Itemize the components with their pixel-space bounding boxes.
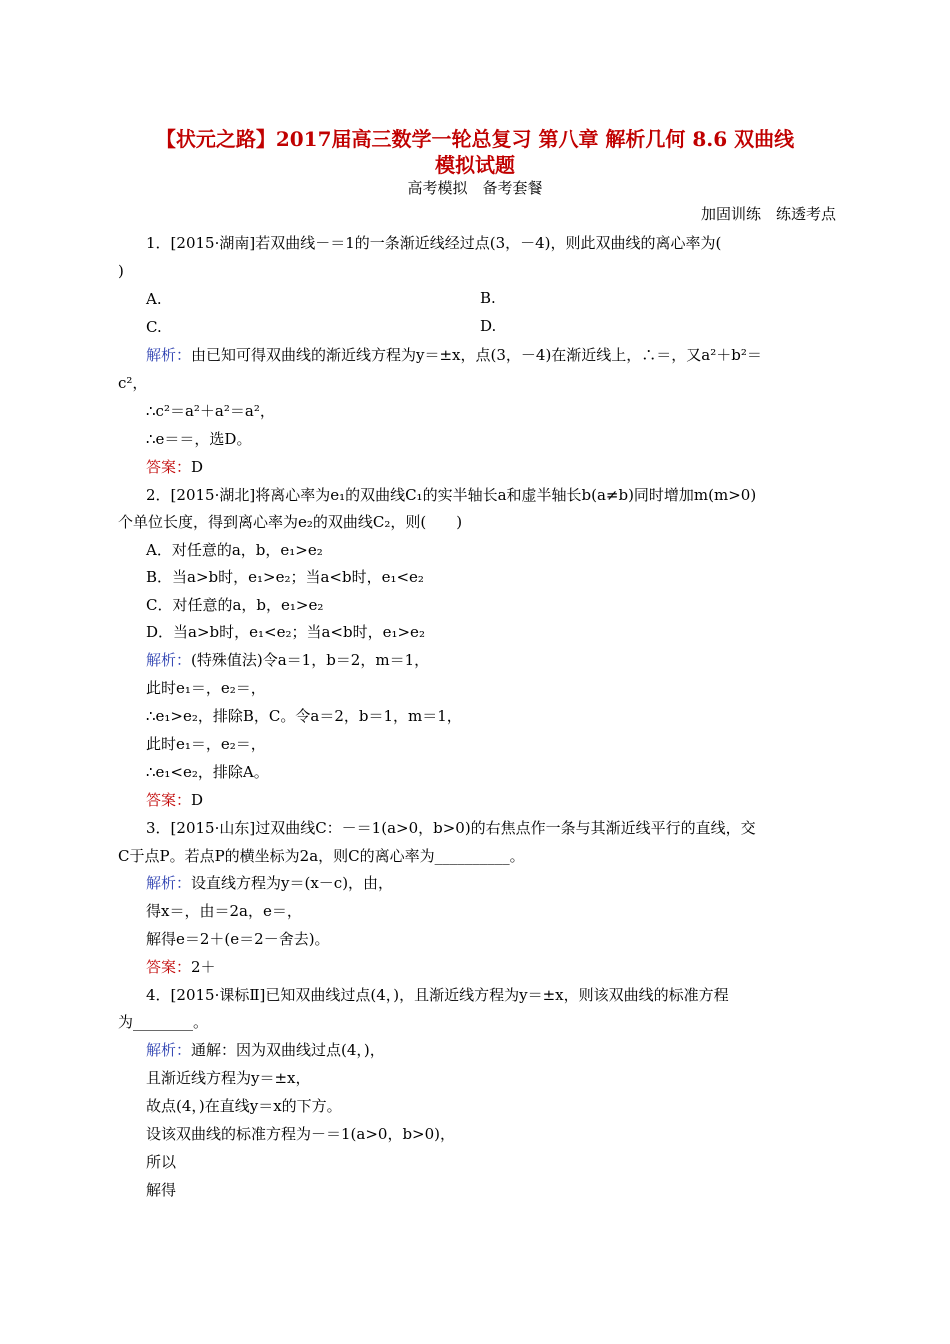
q4-solution-line: 所以 <box>146 1153 177 1171</box>
solution-label: 解析： <box>146 651 192 669</box>
q2-solution-text: (特殊值法)令a＝1，b＝2，m＝1， <box>191 651 430 669</box>
q4-stem: 4．[2015·课标Ⅱ]已知双曲线过点(4，)，且渐近线方程为y＝±x，则该双曲线的标准方程 <box>146 986 729 1004</box>
solution-label: 解析： <box>146 346 192 364</box>
q4-stem-cont: 为________。 <box>118 1013 209 1031</box>
q1-solution-cont: c²， <box>118 374 148 392</box>
q4-solution-line: 故点(4，)在直线y＝x的下方。 <box>146 1097 342 1115</box>
q1-solution-line: ∴c²＝a²＋a²＝a²， <box>146 402 275 420</box>
q1-option-c: C. <box>146 318 162 336</box>
q3-solution-text: 设直线方程为y＝(x－c)，由， <box>191 874 394 892</box>
q2-answer <box>146 790 203 810</box>
q1-solution-text: 由已知可得双曲线的渐近线方程为y＝±x，点(3，－4)在渐近线上，∴＝，又a²＋b²＝ <box>191 346 762 364</box>
answer-label: 答案： <box>146 791 192 809</box>
q3-answer-value: 2＋ <box>191 958 216 976</box>
q1-option-d: D. <box>480 317 497 335</box>
q1-answer-value: D <box>191 458 204 476</box>
q3-stem-cont: C于点P。若点P的横坐标为2a，则C的离心率为__________。 <box>118 847 525 865</box>
document-subtitle: 高考模拟 备考套餐 <box>407 179 543 197</box>
q2-solution-line: 此时e₁＝，e₂＝， <box>146 735 266 753</box>
answer-label: 答案： <box>146 958 192 976</box>
q1-solution-line: ∴e＝＝，选D。 <box>146 430 252 448</box>
solution-label: 解析： <box>146 1041 192 1059</box>
q3-solution <box>146 873 393 893</box>
q4-solution-text: 通解：因为双曲线过点(4，)， <box>191 1041 385 1059</box>
q1-stem: 1．[2015·湖南]若双曲线－＝1的一条渐近线经过点(3，－4)，则此双曲线的离心率为( <box>146 234 722 252</box>
q2-solution-line: ∴e₁>e₂，排除B，C。令a＝2，b＝1，m＝1， <box>146 707 462 725</box>
q4-solution-line: 解得 <box>146 1181 177 1199</box>
q2-answer-value: D <box>191 791 204 809</box>
solution-label: 解析： <box>146 874 192 892</box>
q1-option-b: B. <box>480 289 496 307</box>
q3-answer <box>146 957 216 977</box>
section-label: 加固训练 练透考点 <box>700 205 836 223</box>
q1-answer <box>146 457 203 477</box>
q1-stem-cont: ) <box>118 262 124 280</box>
document-title: 【状元之路】2017届高三数学一轮总复习 第八章 解析几何 8.6 双曲线 <box>155 127 795 151</box>
q3-stem: 3．[2015·山东]过双曲线C：－＝1(a>0，b>0)的右焦点作一条与其渐近线平行的直线，交 <box>146 819 756 837</box>
q2-stem: 2．[2015·湖北]将离心率为e₁的双曲线C₁的实半轴长a和虚半轴长b(a≠b)同时增加m(m>0) <box>146 486 757 504</box>
q2-option-a: A．对任意的a，b，e₁>e₂ <box>146 541 323 559</box>
q1-option-a: A. <box>146 290 162 308</box>
q2-option-b: B．当a>b时，e₁>e₂；当a<b时，e₁<e₂ <box>146 568 424 586</box>
q2-solution <box>146 650 429 670</box>
q4-solution <box>146 1040 385 1060</box>
q2-option-c: C．对任意的a，b，e₁>e₂ <box>146 596 324 614</box>
q2-solution-line: 此时e₁＝，e₂＝， <box>146 679 266 697</box>
q3-solution-line: 得x＝，由＝2a，e＝， <box>146 902 302 920</box>
q4-solution-line: 且渐近线方程为y＝±x， <box>146 1069 311 1087</box>
q3-solution-line: 解得e＝2＋(e＝2－舍去)。 <box>146 930 330 948</box>
answer-label: 答案： <box>146 458 192 476</box>
q2-solution-line: ∴e₁<e₂，排除A。 <box>146 763 269 781</box>
q1-solution <box>146 345 762 365</box>
document-title-line2: 模拟试题 <box>435 153 515 177</box>
q4-solution-line: 设该双曲线的标准方程为－＝1(a>0，b>0)， <box>146 1125 456 1143</box>
q2-stem-cont: 个单位长度，得到离心率为e₂的双曲线C₂，则( ) <box>118 513 463 531</box>
q2-option-d: D．当a>b时，e₁<e₂；当a<b时，e₁>e₂ <box>146 623 425 641</box>
